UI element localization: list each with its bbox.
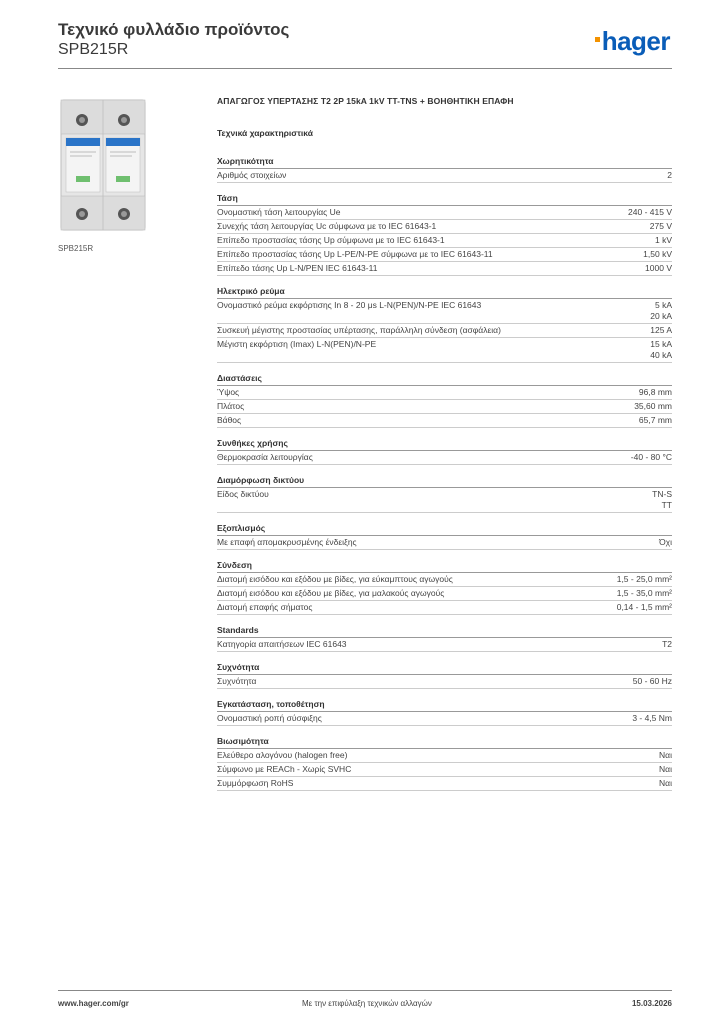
spec-value-line: 96,8 mm — [638, 387, 672, 397]
spec-value — [639, 387, 672, 398]
spec-label: Είδος δικτύου — [217, 489, 269, 499]
spec-section — [217, 286, 672, 363]
spec-row — [217, 206, 672, 220]
spec-section — [217, 625, 672, 652]
spec-value-line: 1,5 - 35,0 mm² — [616, 588, 672, 598]
spec-row — [217, 763, 672, 777]
spec-row — [217, 488, 672, 513]
spec-row — [217, 573, 672, 587]
spec-row — [217, 299, 672, 324]
page-header — [58, 20, 672, 68]
spec-value-line: 1,5 - 25,0 mm² — [616, 574, 672, 584]
spec-row — [217, 675, 672, 689]
spec-row — [217, 638, 672, 652]
section-title: Χωρητικότητα — [217, 156, 672, 169]
product-name: ΑΠΑΓΩΓΟΣ ΥΠΕΡΤΑΣΗΣ T2 2P 15kA 1kV TT-TNS + ΒΟΗΘΗΤΙΚΗ ΕΠΑΦΗ — [217, 96, 514, 106]
spec-value-line: -40 - 80 °C — [630, 452, 672, 462]
spec-label: Ονομαστικό ρεύμα εκφόρτισης In 8 - 20 μs L-N(PEN)/N-PE IEC 61643 — [217, 300, 482, 310]
spec-section — [217, 156, 672, 183]
spec-value — [659, 750, 672, 761]
spec-row — [217, 414, 672, 428]
spec-section — [217, 736, 672, 791]
footer-date: 15.03.2026 — [631, 999, 672, 1008]
section-title: Τάση — [217, 193, 672, 206]
spec-value-line: 5 kA — [654, 300, 672, 310]
spec-value — [659, 537, 672, 548]
spec-label: Διατομή επαφής σήματος — [217, 602, 313, 612]
spec-label: Συχνότητα — [217, 676, 257, 686]
spec-label: Ονομαστική τάση λειτουργίας Ue — [217, 207, 341, 217]
spec-label: Ονομαστική ροπή σύσφιξης — [217, 713, 322, 723]
spec-value — [652, 489, 672, 511]
spec-row — [217, 712, 672, 726]
spec-label: Μέγιστη εκφόρτιση (Imax) L-N(PEN)/N-PE — [217, 339, 377, 349]
spec-value-line: 3 - 4,5 Nm — [632, 713, 672, 723]
spec-value-line: 240 - 415 V — [628, 207, 672, 217]
spec-value — [650, 325, 672, 336]
spec-value-line: 35,60 mm — [634, 401, 672, 411]
spec-value — [639, 415, 672, 426]
spec-row — [217, 587, 672, 601]
hager-logo — [595, 26, 670, 57]
spec-label: Διατομή εισόδου και εξόδου με βίδες, για μαλακούς αγωγούς — [217, 588, 445, 598]
logo-text: hager — [601, 26, 670, 56]
spec-value — [631, 452, 672, 463]
spec-content — [217, 96, 672, 801]
spec-value-line: TN-S — [652, 489, 672, 499]
spec-value-line: 0,14 - 1,5 mm² — [616, 602, 672, 612]
section-title: Standards — [217, 625, 672, 638]
spec-section — [217, 373, 672, 428]
spec-value-line: 1 kV — [654, 235, 672, 245]
spec-label: Διατομή εισόδου και εξόδου με βίδες, για εύκαμπτους αγωγούς — [217, 574, 453, 584]
spec-value — [617, 574, 672, 585]
spec-row — [217, 169, 672, 183]
spec-row — [217, 386, 672, 400]
spec-label: Πλάτος — [217, 401, 245, 411]
logo-dot-icon — [595, 37, 600, 42]
spec-row — [217, 262, 672, 276]
spec-section — [217, 475, 672, 513]
spec-label: Συνεχής τάση λειτουργίας Uc σύμφωνα με το IEC 61643-1 — [217, 221, 437, 231]
footer-website-link[interactable]: www.hager.com/gr — [58, 999, 129, 1008]
spec-value-line: 2 — [667, 170, 672, 180]
spec-label: Ελεύθερο αλογόνου (halogen free) — [217, 750, 348, 760]
spec-label: Κατηγορία απαιτήσεων IEC 61643 — [217, 639, 347, 649]
product-image — [58, 96, 148, 236]
section-title: Εξοπλισμός — [217, 523, 672, 536]
section-title: Συχνότητα — [217, 662, 672, 675]
spec-row — [217, 451, 672, 465]
section-title: Συνθήκες χρήσης — [217, 438, 672, 451]
spec-value-line: Ναι — [659, 778, 672, 788]
section-title: Σύνδεση — [217, 560, 672, 573]
spec-value-line: 125 A — [650, 325, 672, 335]
spec-section — [217, 560, 672, 615]
spec-value-line: 15 kA — [650, 339, 672, 349]
spec-value — [650, 339, 672, 361]
spec-row — [217, 749, 672, 763]
spec-value — [650, 221, 672, 232]
spec-row — [217, 536, 672, 550]
spec-label: Επίπεδο προστασίας τάσης Up L-PE/N-PE σύμφωνα με το IEC 61643-11 — [217, 249, 493, 259]
spec-sections — [217, 156, 672, 791]
spec-value-line: 1000 V — [645, 263, 672, 273]
section-title: Ηλεκτρικό ρεύμα — [217, 286, 672, 299]
spec-row — [217, 248, 672, 262]
spec-value-line: 1,50 kV — [643, 249, 672, 259]
spec-row — [217, 777, 672, 791]
spec-value — [650, 300, 672, 322]
spec-section — [217, 699, 672, 726]
spec-label: Με επαφή απομακρυσμένης ένδειξης — [217, 537, 357, 547]
spec-value-line: Ναι — [659, 750, 672, 760]
spec-label: Ύψος — [217, 387, 240, 397]
spec-value — [662, 639, 672, 650]
spec-value-line: 40 kA — [650, 350, 672, 360]
spec-section — [217, 193, 672, 276]
spec-value — [645, 263, 672, 274]
image-caption: SPB215R — [58, 244, 94, 253]
spec-value-line: Ναι — [659, 764, 672, 774]
spec-value-line: Όχι — [659, 537, 672, 547]
tech-heading: Τεχνικά χαρακτηριστικά — [217, 128, 313, 138]
section-title: Διαμόρφωση δικτύου — [217, 475, 672, 488]
spec-value-line: T2 — [662, 639, 672, 649]
spec-value — [617, 588, 672, 599]
spec-label: Επίπεδο προστασίας τάσης Up σύμφωνα με το IEC 61643-1 — [217, 235, 445, 245]
surge-protector-image — [58, 96, 148, 236]
spec-label: Βάθος — [217, 415, 242, 425]
spec-label: Σύμφωνο με REACh - Χωρίς SVHC — [217, 764, 352, 774]
spec-row — [217, 338, 672, 363]
spec-value-line: 50 - 60 Hz — [632, 676, 672, 686]
spec-section — [217, 523, 672, 550]
page-footer — [58, 990, 672, 1011]
spec-value — [659, 764, 672, 775]
header-divider — [58, 68, 672, 69]
spec-label: Θερμοκρασία λειτουργίας — [217, 452, 313, 462]
spec-value-line: TT — [661, 500, 672, 510]
spec-row — [217, 234, 672, 248]
spec-value — [667, 170, 672, 181]
spec-label: Αριθμός στοιχείων — [217, 170, 287, 180]
spec-value — [632, 713, 672, 724]
spec-value-line: 65,7 mm — [638, 415, 672, 425]
document-title: Τεχνικό φυλλάδιο προϊόντος — [58, 20, 290, 39]
spec-row — [217, 601, 672, 615]
spec-label: Συσκευή μέγιστης προστασίας υπέρτασης, παράλληλη σύνδεση (ασφάλεια) — [217, 325, 501, 335]
spec-value-line: 275 V — [649, 221, 672, 231]
spec-value-line: 20 kA — [650, 311, 672, 321]
spec-value — [633, 676, 672, 687]
spec-label: Συμμόρφωση RoHS — [217, 778, 294, 788]
spec-value — [634, 401, 672, 412]
section-title: Διαστάσεις — [217, 373, 672, 386]
spec-value — [628, 207, 672, 218]
spec-value — [655, 235, 672, 246]
spec-value — [617, 602, 672, 613]
spec-section — [217, 438, 672, 465]
spec-row — [217, 324, 672, 338]
spec-row — [217, 400, 672, 414]
spec-value — [643, 249, 672, 260]
section-title: Εγκατάσταση, τοποθέτηση — [217, 699, 672, 712]
product-code: SPB215R — [58, 41, 129, 58]
spec-row — [217, 220, 672, 234]
spec-value — [659, 778, 672, 789]
footer-note: Με την επιφύλαξη τεχνικών αλλαγών — [302, 999, 432, 1008]
spec-section — [217, 662, 672, 689]
spec-label: Επίπεδο τάσης Up L-N/PEN IEC 61643-11 — [217, 263, 378, 273]
section-title: Βιωσιμότητα — [217, 736, 672, 749]
